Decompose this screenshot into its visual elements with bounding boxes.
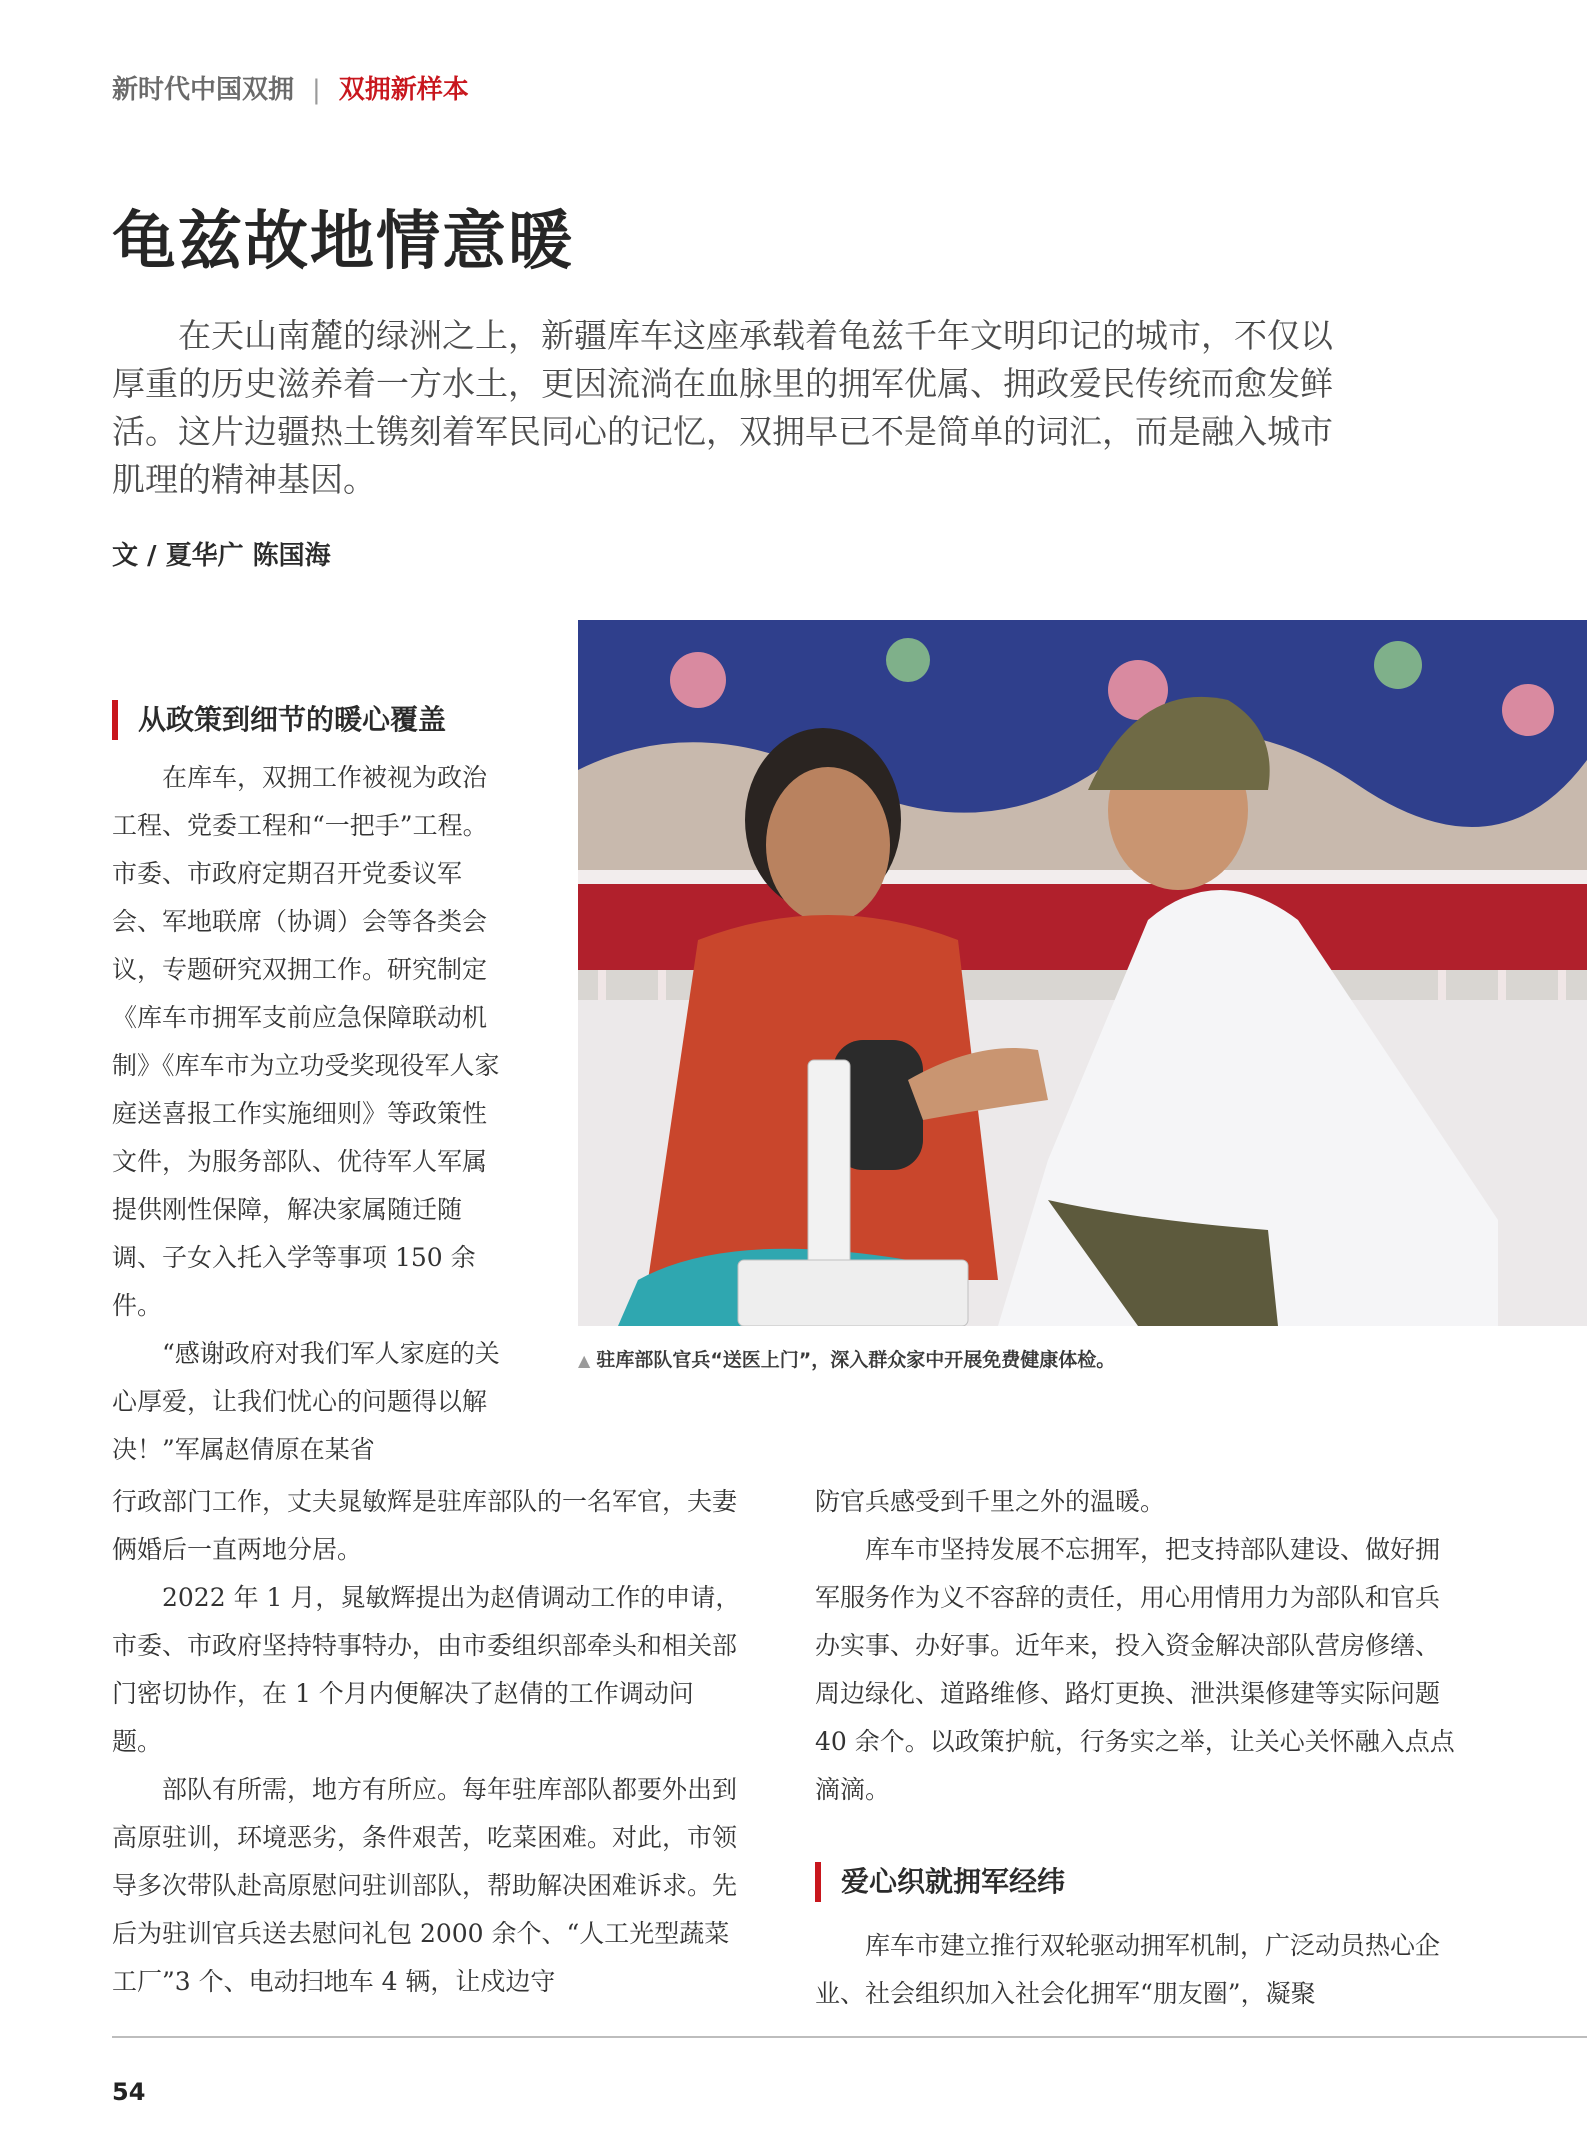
photo-illustration <box>578 620 1587 1326</box>
paragraph-continued: 行政部门工作，丈夫晁敏辉是驻库部队的一名军官，夫妻俩婚后一直两地分居。 <box>112 1487 738 1564</box>
column-right <box>815 1478 1455 1814</box>
footer-rule <box>112 2036 1587 2038</box>
header-subsection: 双拥新样本 <box>338 75 469 105</box>
article-title: 龟兹故地情意暖 <box>112 204 574 279</box>
column-right-section2 <box>815 1922 1455 2018</box>
page-number: 54 <box>112 2078 146 2106</box>
photo-caption <box>578 1345 1115 1376</box>
article-photo <box>578 620 1587 1326</box>
running-header <box>112 70 469 110</box>
caption-triangle-icon: ▲ <box>578 1351 591 1370</box>
section-heading-2: 爱心织就拥军经纬 <box>815 1862 1065 1902</box>
column-left-narrow <box>112 754 502 1474</box>
byline: 文 / 夏华广 陈国海 <box>112 541 331 571</box>
header-section: 新时代中国双拥 <box>112 75 295 105</box>
article-lede <box>112 312 1342 504</box>
paragraph: 库车市坚持发展不忘拥军，把支持部队建设、做好拥军服务作为义不容辞的责任，用心用情用力为部队和官兵办实事、办好事。近年来，投入资金解决部队营房修缮、周边绿化、道路维修、路灯更换、泄洪渠修建等实际问题 40 余个。以政策护航，行务实之举，让关心关怀融入点点滴滴。 <box>815 1535 1455 1804</box>
paragraph: 在库车，双拥工作被视为政治工程、党委工程和“一把手”工程。市委、市政府定期召开党委议军会、军地联席（协调）会等各类会议，专题研究双拥工作。研究制定《库车市拥军支前应急保障联动机制》《库车市为立功受奖现役军人家庭送喜报工作实施细则》等政策性文件，为服务部队、优待军人军属提供刚性保障，解决家属随迁随调、子女入托入学等事项 150 余件。 <box>112 763 500 1320</box>
paragraph: 2022 年 1 月，晁敏辉提出为赵倩调动工作的申请，市委、市政府坚持特事特办，由市委组织部牵头和相关部门密切协作，在 1 个月内便解决了赵倩的工作调动问题。 <box>112 1583 741 1756</box>
section-heading-1: 从政策到细节的暖心覆盖 <box>112 700 446 740</box>
lede-paragraph: 在天山南麓的绿洲之上，新疆库车这座承载着龟兹千年文明印记的城市，不仅以厚重的历史滋养着一方水土，更因流淌在血脉里的拥军优属、拥政爱民传统而愈发鲜活。这片边疆热土镌刻着军民同心的记忆，双拥早已不是简单的词汇，而是融入城市肌理的精神基因。 <box>112 316 1333 499</box>
column-left-wide <box>112 1478 742 2006</box>
paragraph: 库车市建立推行双轮驱动拥军机制，广泛动员热心企业、社会组织加入社会化拥军“朋友圈”，凝聚 <box>815 1931 1441 2008</box>
paragraph: 部队有所需，地方有所应。每年驻库部队都要外出到高原驻训，环境恶劣，条件艰苦，吃菜困难。对此，市领导多次带队赴高原慰问驻训部队，帮助解决困难诉求。先后为驻训官兵送去慰问礼包 2000 余个、“人工光型蔬菜工厂”3 个、电动扫地车 4 辆，让戍边守 <box>112 1775 738 1996</box>
paragraph-continued: 防官兵感受到千里之外的温暖。 <box>815 1487 1166 1516</box>
caption-text: 驻库部队官兵“送医上门”，深入群众家中开展免费健康体检。 <box>596 1349 1116 1371</box>
header-separator: | <box>312 75 321 105</box>
paragraph: “感谢政府对我们军人家庭的关心厚爱，让我们忧心的问题得以解决！”军属赵倩原在某省 <box>112 1339 500 1464</box>
